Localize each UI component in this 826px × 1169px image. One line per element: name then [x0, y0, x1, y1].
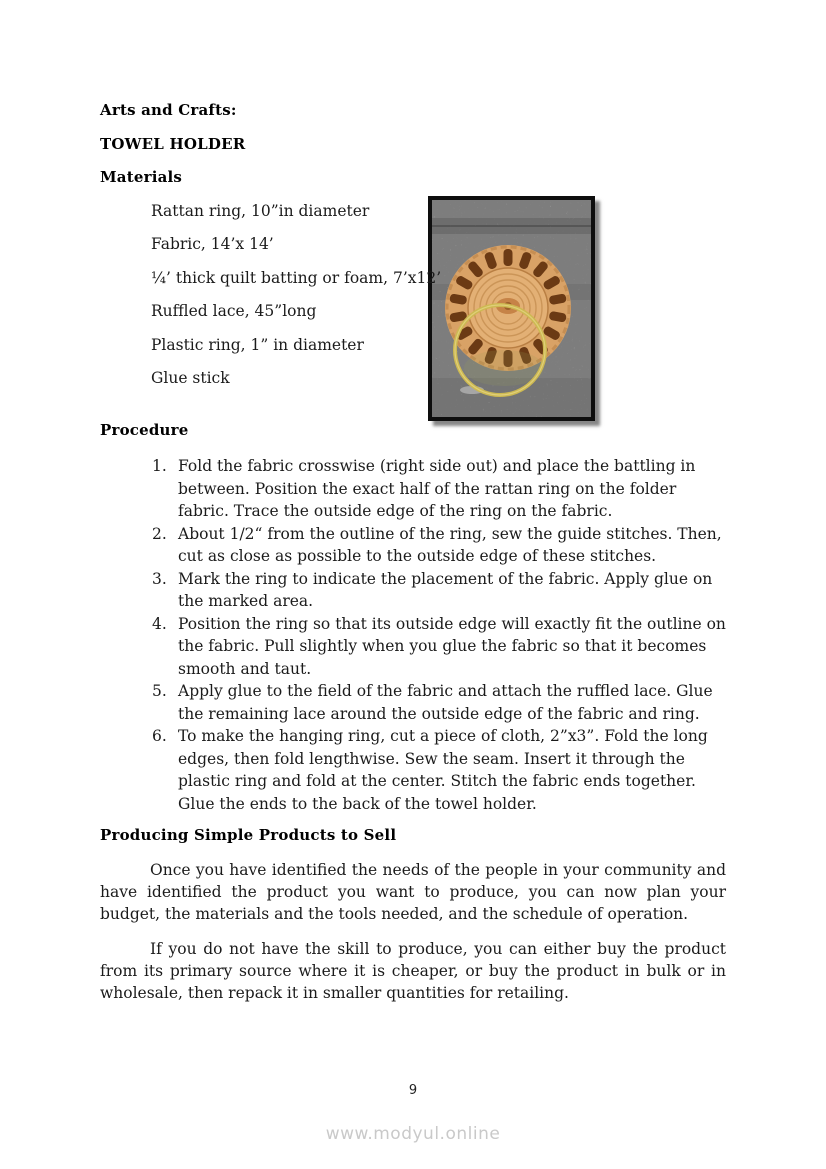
- procedure-step: [100, 455, 726, 523]
- heading-materials: Materials: [100, 168, 183, 186]
- material-item: ¼’ thick quilt batting or foam, 7’x12’: [151, 268, 442, 287]
- paragraph-community-needs: Once you have identified the needs of the people in your community and have identified the product you want to produce, you can now plan your budget, the materials and the tools needed, and the schedule of operation.: [100, 861, 726, 923]
- step-number: 5.: [152, 682, 167, 700]
- step-text: Position the ring so that its outside edge will exactly fit the outline on the fabric. Pull slightly when you glue the fabric so that it becomes smooth and taut.: [178, 614, 726, 678]
- step-number: 4.: [152, 614, 167, 633]
- page-number: 9: [408, 1083, 418, 1098]
- step-text: Mark the ring to indicate the placement of the fabric. Apply glue on the marked area.: [178, 569, 713, 610]
- heading-towel-holder: TOWEL HOLDER: [100, 134, 246, 153]
- heading-arts-and-crafts: Arts and Crafts:: [100, 101, 237, 119]
- step-number: 6.: [152, 727, 167, 745]
- document-content: [100, 101, 726, 1017]
- material-item: Plastic ring, 1” in diameter: [151, 335, 364, 354]
- material-item: Fabric, 14’x 14’: [151, 235, 274, 253]
- procedure-step: [100, 613, 726, 681]
- material-item: Glue stick: [151, 369, 230, 387]
- watermark-text: www.modyul.online: [325, 1124, 501, 1144]
- procedure-steps: [100, 455, 726, 815]
- step-number: 1.: [152, 457, 167, 475]
- step-text: Apply glue to the field of the fabric and attach the ruffled lace. Glue the remaining lace around the outside edge of the fabric and ring.: [178, 682, 713, 723]
- procedure-step: [100, 725, 726, 815]
- step-text: About 1/2“ from the outline of the ring, sew the guide stitches. Then, cut as close as possible to the outside edge of these stitches.: [178, 524, 722, 565]
- step-text: To make the hanging ring, cut a piece of cloth, 2”x3”. Fold the long edges, then fold lengthwise. Sew the seam. Insert it through the plastic ring and fold at the center. Stitch the fabric ends together. Glue the ends to the back of the towel holder.: [178, 727, 708, 813]
- heading-procedure: Procedure: [100, 421, 189, 439]
- materials-list: [100, 202, 726, 388]
- material-item: Rattan ring, 10”in diameter: [151, 201, 370, 220]
- procedure-step: [100, 568, 726, 613]
- paragraph-buy-product: If you do not have the skill to produce, you can either buy the product from its primary source where it is cheaper, or buy the product in bulk or in wholesale, then repack it in smaller quantities for retailing.: [100, 940, 726, 1002]
- step-number: 2.: [152, 524, 167, 543]
- step-text: Fold the fabric crosswise (right side out) and place the battling in between. Position the exact half of the rattan ring on the folder fabric. Trace the outside edge of the ring on the fabric.: [178, 457, 696, 520]
- material-item: Ruffled lace, 45”long: [151, 302, 317, 320]
- procedure-step: [100, 523, 726, 568]
- heading-producing-simple-products: Producing Simple Products to Sell: [100, 826, 397, 844]
- step-number: 3.: [152, 569, 167, 588]
- procedure-step: [100, 680, 726, 725]
